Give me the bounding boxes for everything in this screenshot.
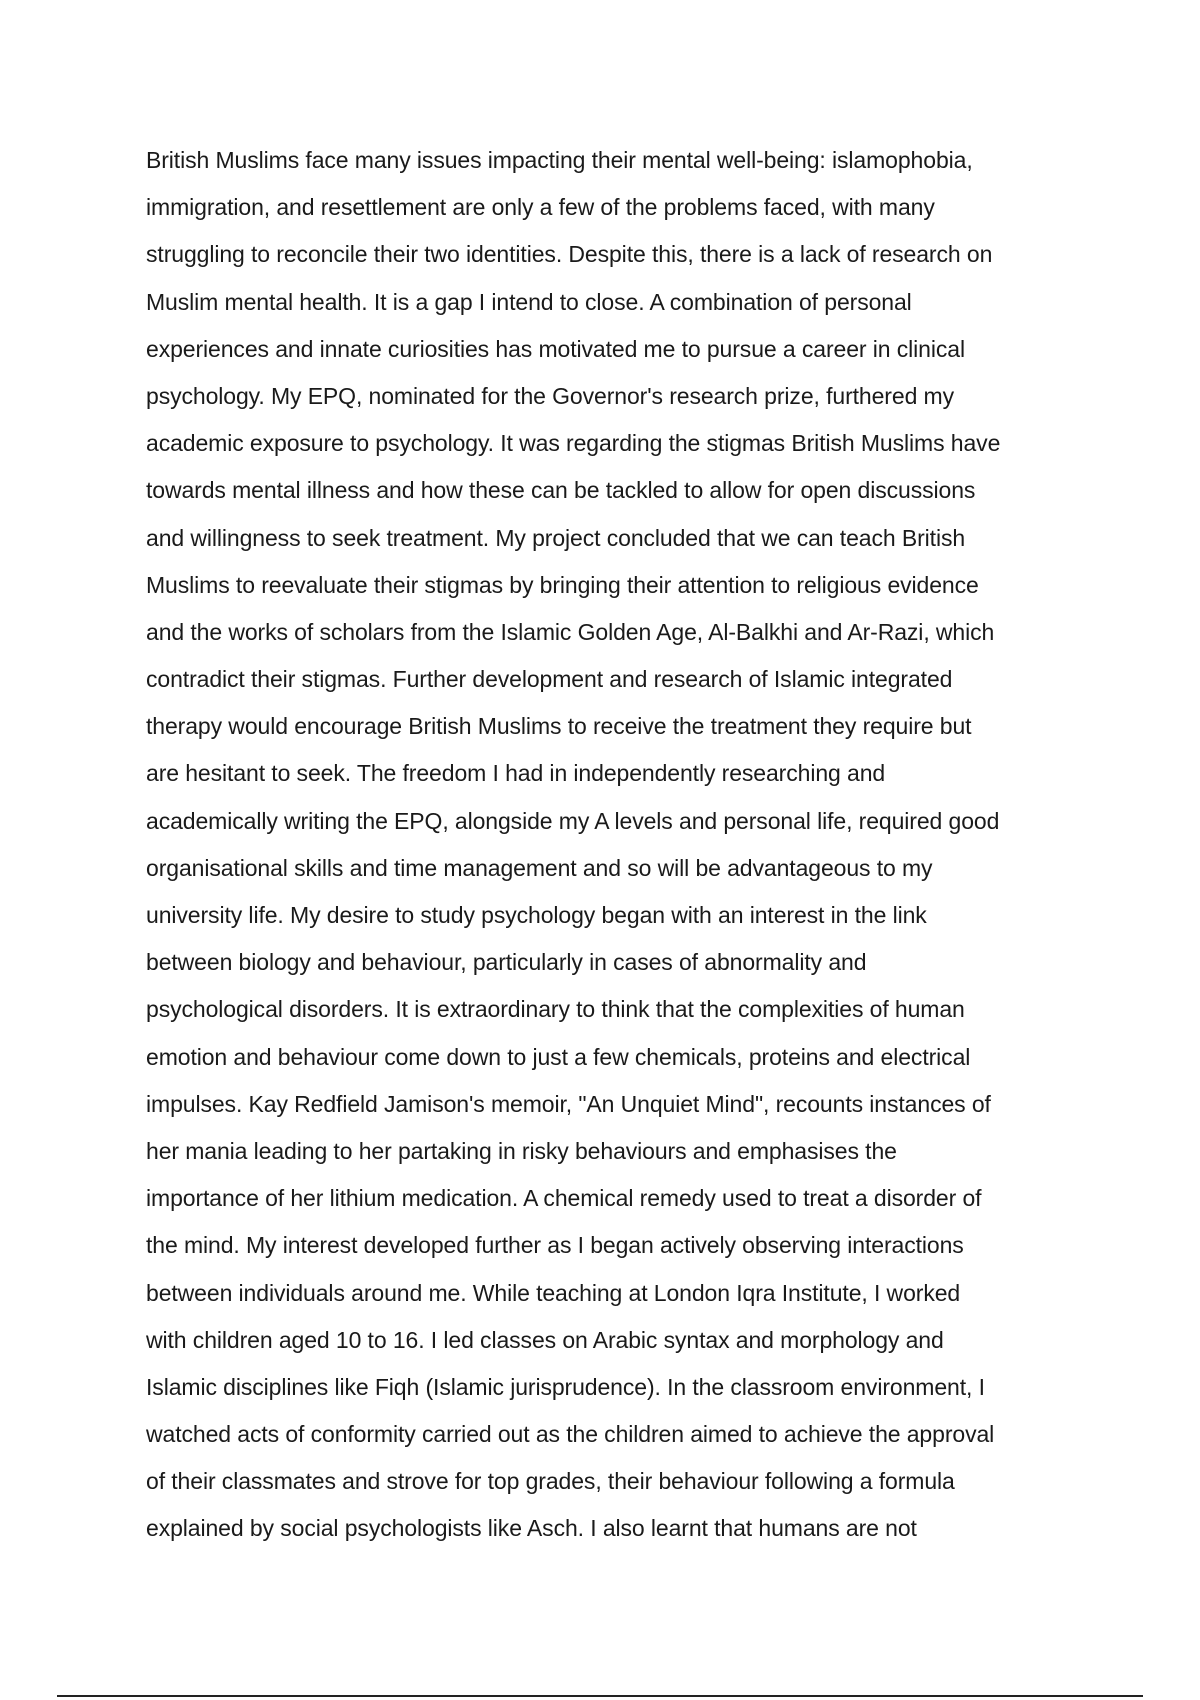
- body-text: [146, 141, 1086, 1557]
- text-line: organisational skills and time management and so will be advantageous to my: [146, 854, 933, 881]
- text-line: between biology and behaviour, particularly in cases of abnormality and: [146, 949, 867, 976]
- text-line: experiences and innate curiosities has motivated me to pursue a career in clinical: [146, 335, 965, 362]
- text-line: university life. My desire to study psychology began with an interest in the link: [146, 902, 927, 928]
- text-line: therapy would encourage British Muslims to receive the treatment they require but: [146, 713, 972, 740]
- text-line: importance of her lithium medication. A chemical remedy used to treat a disorder of: [146, 1185, 982, 1212]
- text-line: academic exposure to psychology. It was regarding the stigmas British Muslims have: [146, 430, 1001, 457]
- text-line: emotion and behaviour come down to just a few chemicals, proteins and electrical: [146, 1043, 971, 1070]
- text-line: and the works of scholars from the Islamic Golden Age, Al-Balkhi and Ar-Razi, which: [146, 618, 995, 645]
- text-line: impulses. Kay Redfield Jamison's memoir, "An Unquiet Mind", recounts instances of: [146, 1090, 991, 1117]
- text-line: the mind. My interest developed further as I began actively observing interactions: [146, 1232, 964, 1259]
- text-line: explained by social psychologists like Asch. I also learnt that humans are not: [146, 1515, 917, 1542]
- text-line: and willingness to seek treatment. My project concluded that we can teach British: [146, 524, 966, 551]
- text-line: psychology. My EPQ, nominated for the Governor's research prize, furthered my: [146, 382, 955, 409]
- text-line: Islamic disciplines like Fiqh (Islamic jurisprudence). In the classroom environment, I: [146, 1373, 985, 1400]
- text-line: Muslim mental health. It is a gap I intend to close. A combination of personal: [146, 288, 912, 315]
- text-line: contradict their stigmas. Further development and research of Islamic integrated: [146, 666, 953, 693]
- text-line: between individuals around me. While teaching at London Iqra Institute, I worked: [146, 1279, 961, 1306]
- text-line: with children aged 10 to 16. I led classes on Arabic syntax and morphology and: [146, 1326, 944, 1353]
- text-line: immigration, and resettlement are only a few of the problems faced, with many: [146, 194, 935, 221]
- text-line: of their classmates and strove for top grades, their behaviour following a formula: [146, 1468, 955, 1495]
- text-line: watched acts of conformity carried out as the children aimed to achieve the approval: [146, 1421, 995, 1448]
- text-line: struggling to reconcile their two identities. Despite this, there is a lack of research on: [146, 241, 993, 268]
- text-line: towards mental illness and how these can be tackled to allow for open discussions: [146, 477, 976, 504]
- text-line: her mania leading to her partaking in risky behaviours and emphasises the: [146, 1137, 897, 1164]
- page-divider: [57, 1695, 1143, 1697]
- text-line: academically writing the EPQ, alongside my A levels and personal life, required good: [146, 807, 1000, 834]
- text-line: are hesitant to seek. The freedom I had in independently researching and: [146, 760, 886, 787]
- text-line: British Muslims face many issues impacting their mental well-being: islamophobia,: [146, 147, 973, 173]
- text-line: psychological disorders. It is extraordinary to think that the complexities of human: [146, 996, 965, 1023]
- text-line: Muslims to reevaluate their stigmas by bringing their attention to religious evidence: [146, 571, 979, 598]
